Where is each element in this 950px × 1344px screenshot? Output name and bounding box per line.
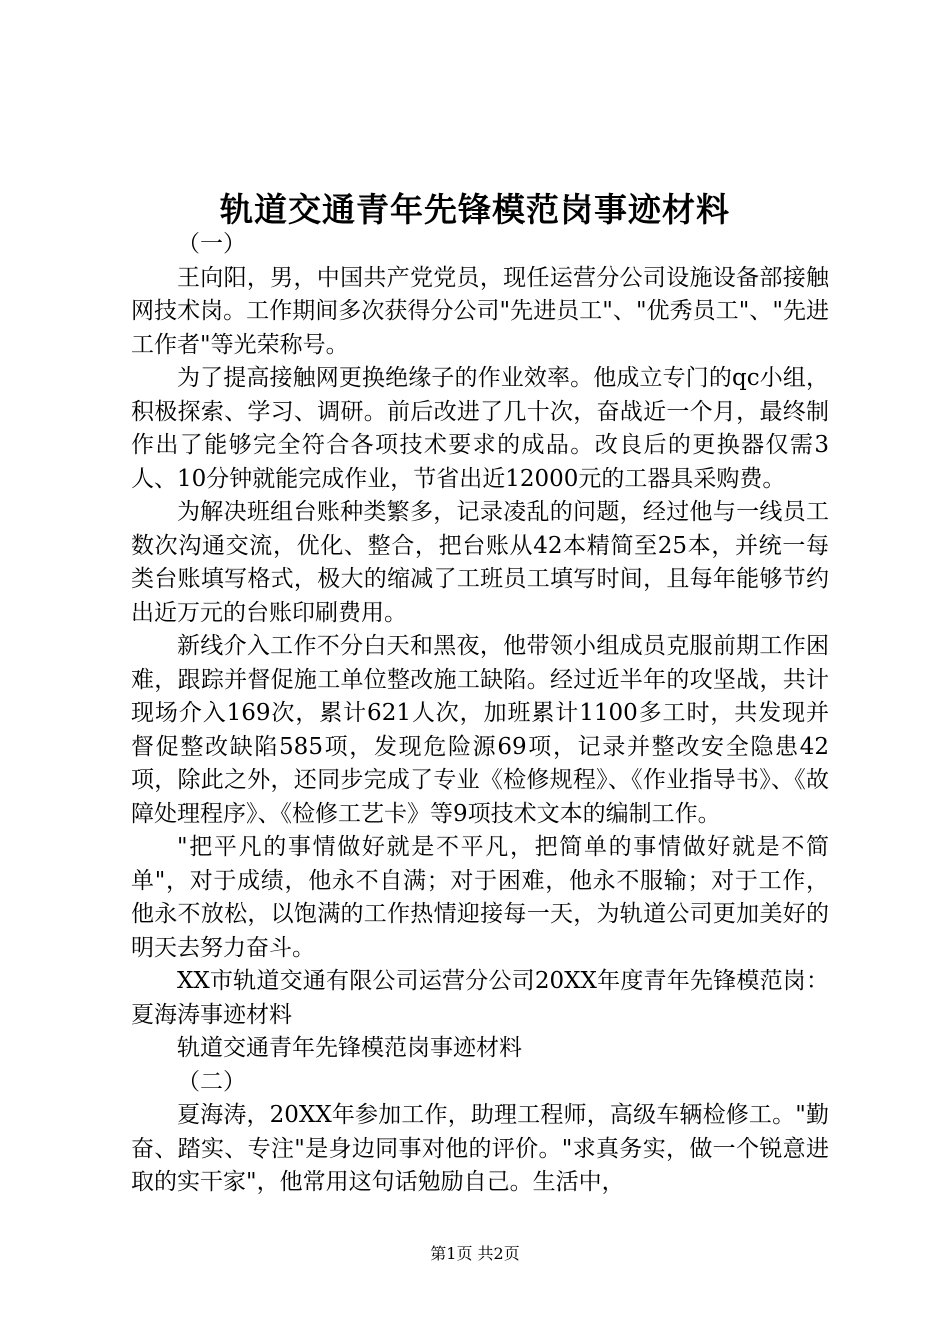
paragraph: 为解决班组台账种类繁多，记录凌乱的问题，经过他与一线员工数次沟通交流，优化、整合，把台账从42本精简至25本，并统一每类台账填写格式，极大的缩减了工班员工填写时间，且每年能够节约出近万元的台账印刷费用。 — [131, 499, 829, 626]
section-marker-2: （二） — [177, 1068, 246, 1095]
page-footer: 第1页 共2页 — [430, 1244, 520, 1263]
document-body — [131, 228, 829, 1200]
section-marker-1: （一） — [177, 231, 246, 257]
document-title: 轨道交通青年先锋模范岗事迹材料 — [220, 190, 730, 229]
paragraph: "把平凡的事情做好就是不平凡，把简单的事情做好就是不简单"，对于成绩，他永不自满；对于困难，他永不服输；对于工作，他永不放松，以饱满的工作热情迎接每一天，为轨道公司更加美好的明天去努力奋斗。 — [131, 834, 829, 961]
subtitle-line: 轨道交通青年先锋模范岗事迹材料 — [177, 1035, 522, 1061]
paragraph: 新线介入工作不分白天和黑夜，他带领小组成员克服前期工作困难，跟踪并督促施工单位整改施工缺陷。经过近半年的攻坚战，共计现场介入169次，累计621人次，加班累计1100多工时，共发现并督促整改缺陷585项，发现危险源69项，记录并整改安全隐患42项，除此之外，还同步完成了专业《检修规程》、《作业指导书》、《故障处理程序》、《检修工艺卡》等9项技术文本的编制工作。 — [131, 633, 829, 827]
paragraph: 夏海涛，20XX年参加工作，助理工程师，高级车辆检修工。"勤奋、踏实、专注"是身边同事对他的评价。"求真务实，做一个锐意进取的实干家"，他常用这句话勉励自己。生活中， — [131, 1102, 829, 1195]
paragraph: 王向阳，男，中国共产党党员，现任运营分公司设施设备部接触网技术岗。工作期间多次获得分公司"先进员工"、"优秀员工"、"先进工作者"等光荣称号。 — [131, 264, 829, 358]
paragraph: 为了提高接触网更换绝缘子的作业效率。他成立专门的qc小组，积极探索、学习、调研。前后改进了几十次，奋战近一个月，最终制作出了能够完全符合各项技术要求的成品。改良后的更换器仅需3人、10分钟就能完成作业，节省出近12000元的工器具采购费。 — [131, 365, 829, 492]
paragraph: XX市轨道交通有限公司运营分公司20XX年度青年先锋模范岗：夏海涛事迹材料 — [131, 968, 829, 1028]
